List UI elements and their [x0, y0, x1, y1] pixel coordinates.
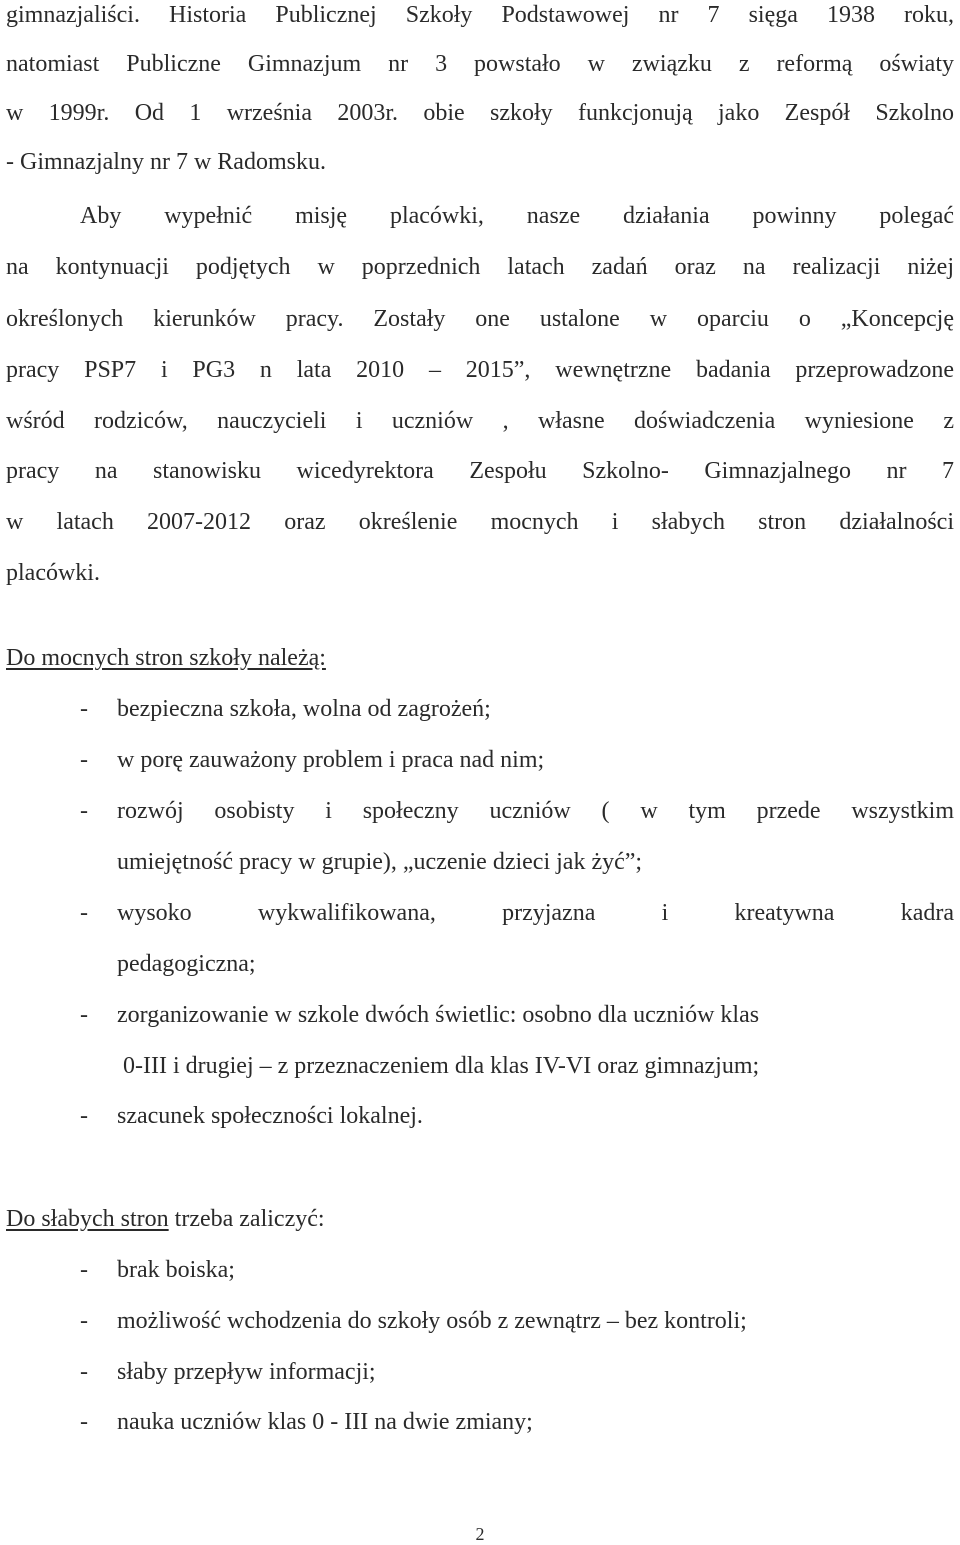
- strength-item: w porę zauważony problem i praca nad nim;: [117, 747, 545, 773]
- strength-item: zorganizowanie w szkole dwóch świetlic: osobno dla uczniów klas: [117, 1002, 760, 1028]
- mission-line: pracy PSP7 i PG3 n lata 2010 – 2015”, wewnętrzne badania przeprowadzone: [6, 357, 954, 383]
- bullet-dash: -: [80, 900, 88, 926]
- mission-line: placówki.: [6, 560, 100, 586]
- intro-line: natomiast Publiczne Gimnazjum nr 3 powstało w związku z reformą oświaty: [6, 51, 954, 77]
- bullet-dash: -: [80, 1308, 88, 1334]
- mission-line: pracy na stanowisku wicedyrektora Zespołu Szkolno- Gimnazjalnego nr 7: [6, 458, 954, 484]
- bullet-dash: -: [80, 696, 88, 722]
- strength-item: wysoko wykwalifikowana, przyjazna i kreatywna kadra: [117, 900, 954, 926]
- intro-line: w 1999r. Od 1 września 2003r. obie szkoły funkcjonują jako Zespół Szkolno: [6, 100, 954, 126]
- mission-line: na kontynuacji podjętych w poprzednich latach zadań oraz na realizacji niżej: [6, 254, 954, 280]
- weaknesses-heading: Do słabych stron trzeba zaliczyć:: [6, 1206, 325, 1232]
- bullet-dash: -: [80, 798, 88, 824]
- bullet-dash: -: [80, 1359, 88, 1385]
- bullet-dash: -: [80, 1409, 88, 1435]
- intro-line: gimnazjaliści. Historia Publicznej Szkoły Podstawowej nr 7 sięga 1938 roku,: [6, 2, 954, 28]
- page-number: 2: [475, 1524, 485, 1544]
- strength-item: szacunek społeczności lokalnej.: [117, 1103, 423, 1129]
- intro-line: - Gimnazjalny nr 7 w Radomsku.: [6, 149, 326, 175]
- bullet-dash: -: [80, 1257, 88, 1283]
- strengths-heading: Do mocnych stron szkoły należą:: [6, 645, 326, 671]
- weakness-item: nauka uczniów klas 0 - III na dwie zmiany;: [117, 1409, 533, 1435]
- strength-item-continuation: 0-III i drugiej – z przeznaczeniem dla klas IV-VI oraz gimnazjum;: [123, 1053, 760, 1079]
- strength-item-continuation: pedagogiczna;: [117, 951, 256, 977]
- mission-line: w latach 2007-2012 oraz określenie mocnych i słabych stron działalności: [6, 509, 954, 535]
- bullet-dash: -: [80, 747, 88, 773]
- mission-line: Aby wypełnić misję placówki, nasze działania powinny polegać: [80, 203, 954, 229]
- bullet-dash: -: [80, 1002, 88, 1028]
- weakness-item: możliwość wchodzenia do szkoły osób z zewnątrz – bez kontroli;: [117, 1308, 747, 1334]
- weakness-item: brak boiska;: [117, 1257, 235, 1283]
- mission-line: określonych kierunków pracy. Zostały one ustalone w oparciu o „Koncepcję: [6, 306, 954, 332]
- strength-item-continuation: umiejętność pracy w grupie), „uczenie dzieci jak żyć”;: [117, 849, 643, 875]
- weakness-item: słaby przepływ informacji;: [117, 1359, 376, 1385]
- bullet-dash: -: [80, 1103, 88, 1129]
- strength-item: rozwój osobisty i społeczny uczniów ( w tym przede wszystkim: [117, 798, 954, 824]
- mission-line: wśród rodziców, nauczycieli i uczniów , własne doświadczenia wyniesione z: [6, 408, 954, 434]
- strength-item: bezpieczna szkoła, wolna od zagrożeń;: [117, 696, 491, 722]
